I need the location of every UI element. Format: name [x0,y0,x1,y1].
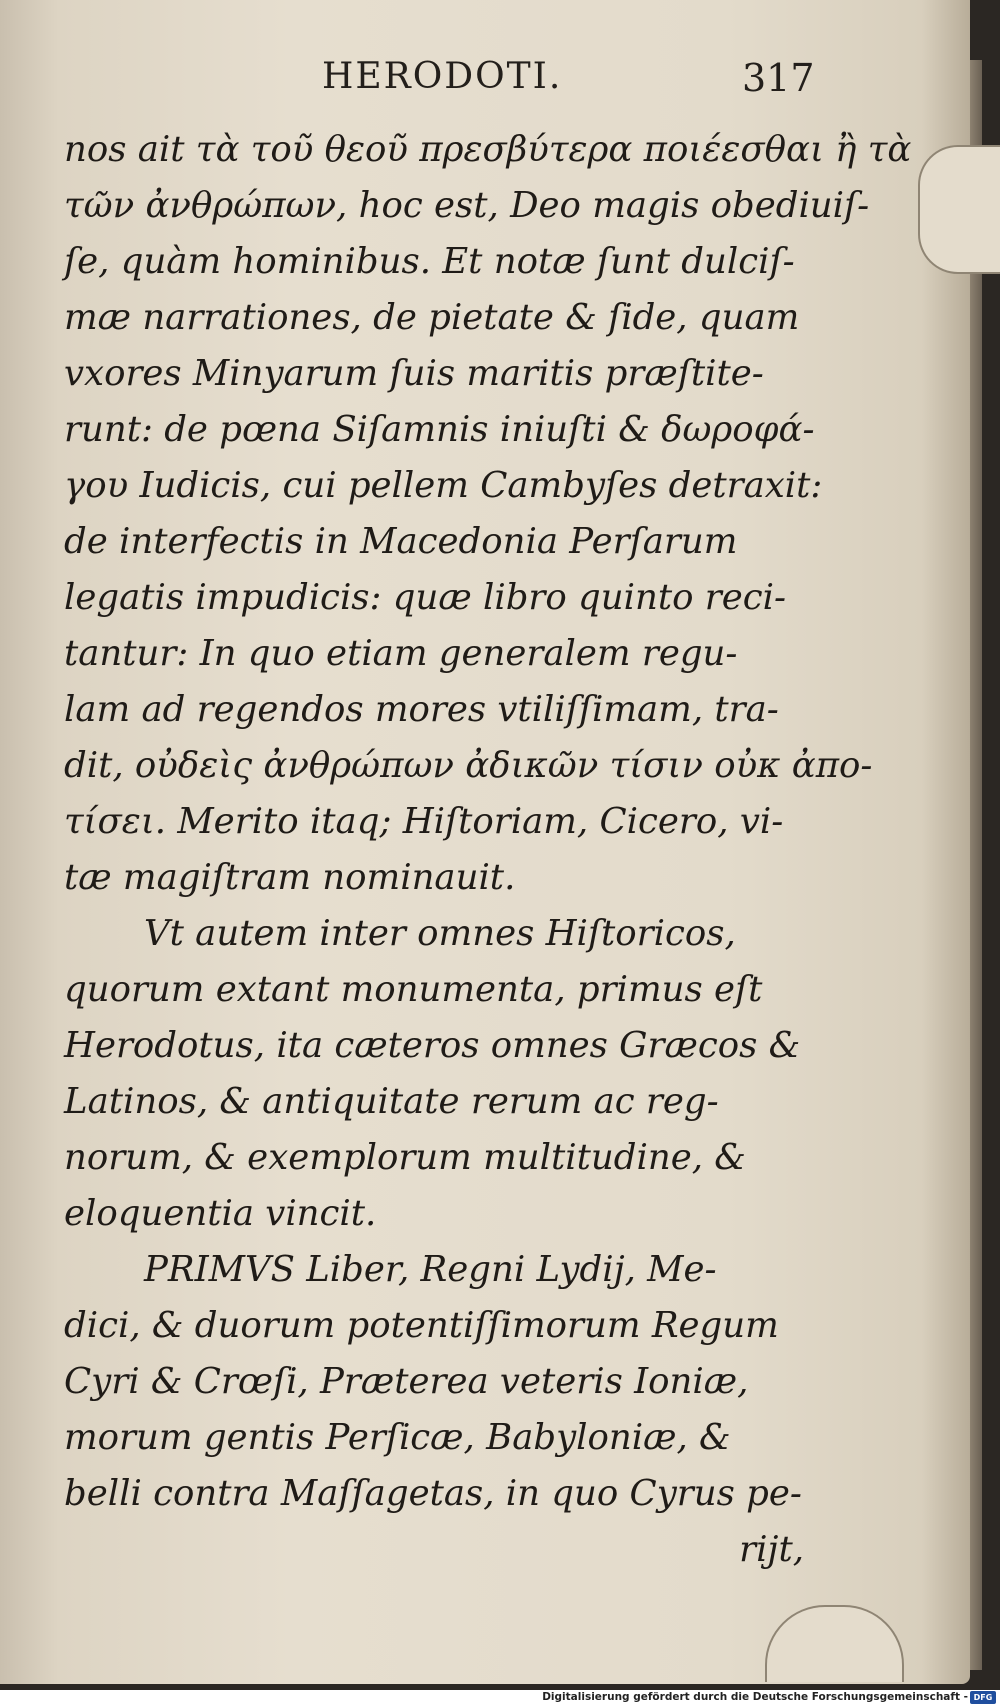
text-line: lam ad regendos mores vtiliſſimam, tra- [64,689,779,730]
text-line: de interfectis in Macedonia Perſarum [64,521,738,562]
text-line: dit, οὐδεὶς ἀνθρώπων ἀδικῶν τίσιν οὐκ ἀπο- [64,745,873,786]
text-line: norum, & exemplorum multitudine, & [64,1137,746,1178]
text-line: quorum extant monumenta, primus eſt [64,969,763,1010]
funding-credit: Digitalisierung gefördert durch die Deutsche Forschungsgemeinschaft - [542,1691,968,1703]
text-line: belli contra Maſſagetas, in quo Cyrus pe- [64,1473,802,1514]
running-header [0,56,970,106]
text-line: Latinos, & antiquitate rerum ac reg- [64,1081,719,1122]
paragraph-start-line: PRIMVS Liber, Regni Lydij, Me- [144,1249,717,1290]
text-line: legatis impudicis: quæ libro quinto reci- [64,577,786,618]
index-tab-top [918,145,1000,274]
text-line: nos ait τὰ τοῦ θεοῦ πρεσβύτερα ποιέεσθαι ἢ τὰ [64,129,912,170]
text-line: γου Iudicis, cui pellem Cambyſes detraxit: [64,465,823,506]
text-line: dici, & duorum potentiſſimorum Regum [64,1305,779,1346]
catchword-line: rijt, [739,1529,804,1570]
running-title: HERODOTI. [322,56,563,97]
text-line: tantur: In quo etiam generalem regu- [64,633,738,674]
digitization-footer [0,1690,1000,1705]
text-line: tæ magiſtram nominauit. [64,857,516,898]
dfg-logo: DFG [970,1691,996,1704]
text-line: vxores Minyarum ſuis maritis præſtite- [64,353,764,394]
text-line: ſe, quàm hominibus. Et notæ ſunt dulciſ- [64,241,795,282]
text-line: Herodotus, ita cæteros omnes Græcos & [64,1025,801,1066]
text-line: eloquentia vincit. [64,1193,377,1234]
paragraph-start-line: Vt autem inter omnes Hiſtoricos, [144,913,736,954]
text-line: τίσει. Merito itaq; Hiſtoriam, Cicero, vi- [64,801,784,842]
page-number: 317 [742,56,815,100]
body-text [64,122,912,1578]
text-line: Cyri & Crœſi, Præterea veteris Ioniæ, [64,1361,749,1402]
text-line: morum gentis Perſicæ, Babyloniæ, & [64,1417,731,1458]
text-line: mæ narrationes, de pietate & ſide, quam [64,297,800,338]
text-line: τῶν ἀνθρώπων, hoc est, Deo magis obediuiſ- [64,185,870,226]
text-line: runt: de pœna Siſamnis iniuſti & δωροφά- [64,409,815,450]
